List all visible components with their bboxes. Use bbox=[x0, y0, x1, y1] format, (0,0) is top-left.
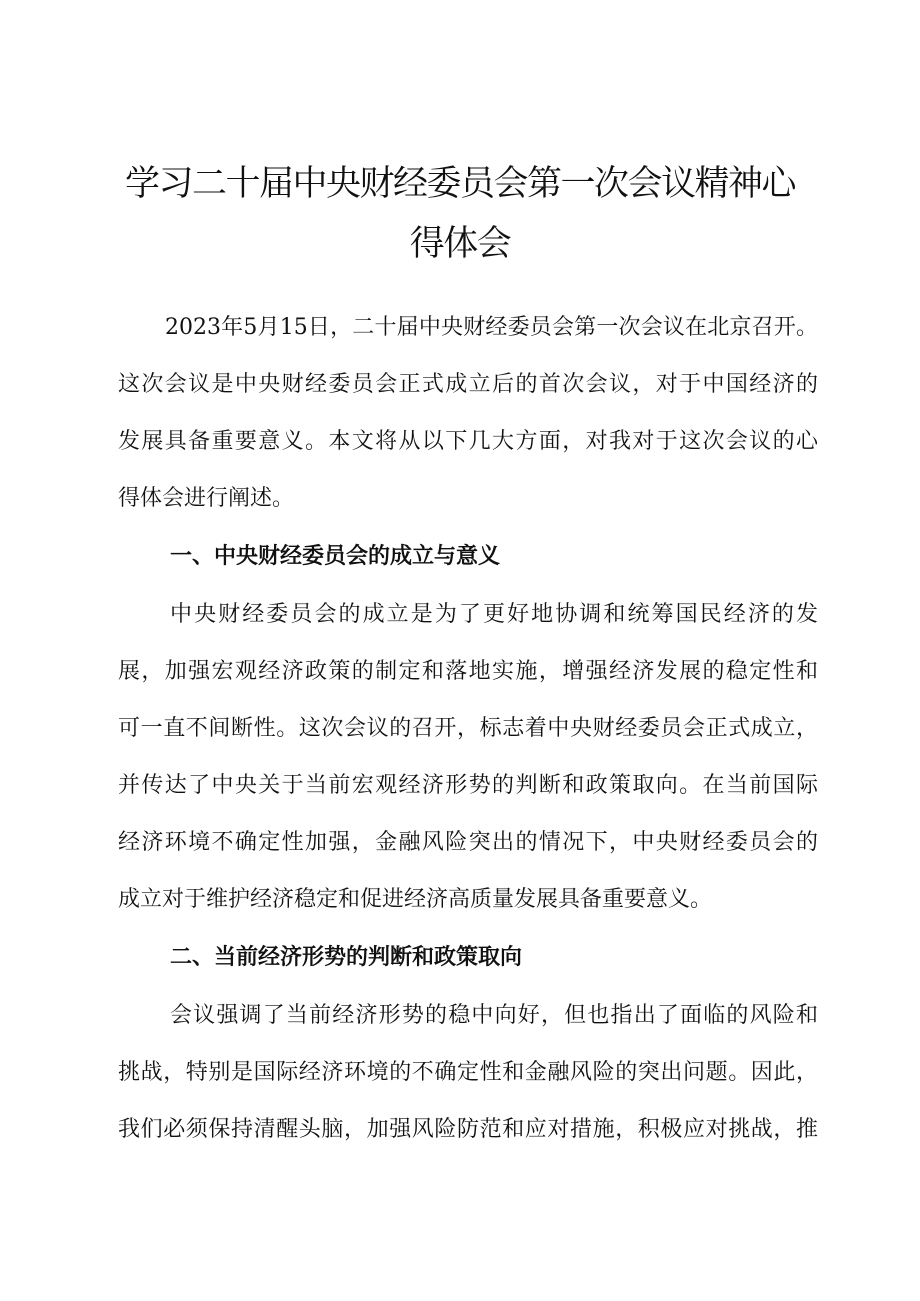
intro-line: 这次会议是中央财经委员会正式成立后的首次会议，对于中国经济的 bbox=[118, 372, 818, 397]
intro-line: 得体会进行阐述。 bbox=[118, 486, 295, 511]
section-1-line: 并传达了中央关于当前宏观经济形势的判断和政策取向。在当前国际 bbox=[118, 773, 818, 798]
section-2-line: 我们必须保持清醒头脑，加强风险防范和应对措施，积极应对挑战，推 bbox=[118, 1117, 818, 1142]
section-2-heading: 二、当前经济形势的判断和政策取向 bbox=[170, 945, 523, 970]
section-1-line: 中央财经委员会的成立是为了更好地协调和统筹国民经济的发 bbox=[170, 602, 818, 627]
section-1-line: 展，加强宏观经济政策的制定和落地实施，增强经济发展的稳定性和 bbox=[118, 659, 818, 684]
document-title-line-1: 学习二十届中央财经委员会第一次会议精神心 bbox=[124, 164, 795, 204]
section-1-line: 经济环境不确定性加强，金融风险突出的情况下，中央财经委员会的 bbox=[118, 830, 818, 855]
section-1-line: 成立对于维护经济稳定和促进经济高质量发展具备重要意义。 bbox=[118, 887, 713, 912]
intro-line: 2023年5月15日，二十届中央财经委员会第一次会议在北京召开。 bbox=[165, 315, 818, 340]
section-2-line: 挑战，特别是国际经济环境的不确定性和金融风险的突出问题。因此， bbox=[118, 1060, 818, 1085]
section-1-line: 可一直不间断性。这次会议的召开，标志着中央财经委员会正式成立， bbox=[118, 716, 818, 741]
intro-line: 发展具备重要意义。本文将从以下几大方面，对我对于这次会议的心 bbox=[118, 429, 818, 454]
section-1-heading: 一、中央财经委员会的成立与意义 bbox=[170, 544, 501, 569]
document-title-line-2: 得体会 bbox=[409, 224, 511, 264]
section-2-line: 会议强调了当前经济形势的稳中向好，但也指出了面临的风险和 bbox=[170, 1003, 818, 1028]
